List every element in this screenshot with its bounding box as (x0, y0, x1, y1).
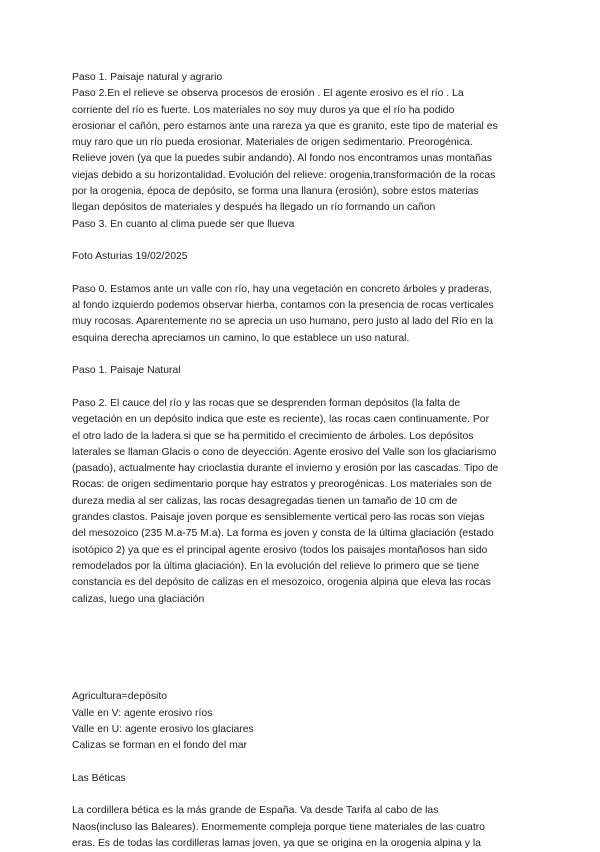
text-line: por la orogenia, época de depósito, se forma una llanura (erosión), sobre estos materias (72, 186, 479, 198)
paragraph-photo-heading (72, 249, 532, 265)
paragraph-beticas (72, 803, 532, 852)
text-line: Relieve joven (ya que la puedes subir andando). Al fondo nos encontramos unas montañas (72, 153, 492, 165)
section-heading: Foto Asturias 19/02/2025 (72, 251, 188, 263)
text-line: Paso 1. Paisaje Natural (72, 365, 181, 377)
text-line: muy rocosas. Aparentemente no se aprecia un uso humano, pero justo al lado del Río en la (72, 316, 494, 328)
text-line: muy raro que un río pueda erosionar. Materiales de origen sedimentario. Preorogénica. (72, 137, 473, 149)
text-line: Rocas: de origen sedimentario porque hay estratos y preorogénicas. Los materiales son de (72, 479, 492, 491)
text-line: corriente del río es fuerte. Los materiales no soy muy duros ya que el río ha podido (72, 104, 455, 116)
text-line: eras. Es de todas las cordilleras lamas joven, ya que se origina en la orogenia alpina y la (72, 837, 481, 849)
section-heading: Las Béticas (72, 772, 126, 784)
paragraph-beticas-heading (72, 771, 532, 787)
text-line: La cordillera bética es la más grande de España. Va desde Tarifa al cabo de las (72, 805, 439, 817)
blank-line (72, 380, 532, 396)
text-line: remodelados por la última glaciación). En la evolución del relieve lo primero que se tiene (72, 560, 480, 572)
text-line: erosionar el cañón, pero estamos ante una rareza ya que es granito, este tipo de material es (72, 120, 498, 132)
text-line: Agricultura=depósito (72, 691, 168, 703)
text-line: Paso 2.En el relieve se observa procesos de erosión . El agente erosivo es el río . La (72, 88, 464, 100)
text-line: vegetación en un depósito indica que este es reciente), las rocas caen continuamente. Por (72, 414, 490, 426)
text-line: calizas, luego una glaciación (72, 593, 205, 605)
text-line: isotópico 2) ya que es el principal agente erosivo (todos los paisajes montañosos han sido (72, 544, 488, 556)
text-line: (pasado), actualmente hay crioclastia durante el invierno y erosión por las cascadas. Tipo de (72, 463, 499, 475)
text-line: viejas debido a su horizontalidad. Evolución del relieve: orogenia,transformación de la rocas (72, 169, 496, 181)
blank-line (72, 233, 532, 249)
text-line: esquina derecha apreciamos un camino, lo que establece un uso natural. (72, 332, 410, 344)
paragraph-paso-1-natural (72, 363, 532, 379)
paragraph-notes (72, 689, 532, 754)
text-line: Naos(incluso las Baleares). Enormemente compleja porque tiene materiales de las cuatro (72, 821, 485, 833)
text-line: el otro lado de la ladera si que se ha permitido el crecimiento de árboles. Los depósitos (72, 430, 474, 442)
text-line: al fondo izquierdo podemos observar hierba, contamos con la presencia de rocas verticales (72, 300, 494, 312)
blank-line (72, 266, 532, 282)
text-line: constancia es del depósito de calizas en el mesozoico, orogenia alpina que eleva las rocas (72, 577, 491, 589)
text-line: Valle en U: agente erosivo los glaciares (72, 723, 254, 735)
text-line: del mesozoico (235 M.a-75 M.a). La forma es joven y consta de la última glaciación (estado (72, 528, 494, 540)
blank-line (72, 787, 532, 803)
paragraph-paso-0 (72, 282, 532, 347)
blank-space (72, 608, 532, 690)
text-line: Valle en V: agente erosivo ríos (72, 707, 213, 719)
paragraph-paso-1-2-3 (72, 70, 532, 233)
blank-line (72, 754, 532, 770)
blank-line (72, 347, 532, 363)
text-line: grandes clastos. Paisaje joven porque es sensiblemente vertical pero las rocas son viejas (72, 512, 485, 524)
text-line: Paso 2. El cauce del río y las rocas que se desprenden forman depósitos (la falta de (72, 397, 461, 409)
text-line: Paso 1. Paisaje natural y agrario (72, 72, 223, 83)
text-line: Calizas se forman en el fondo del mar (72, 740, 247, 752)
text-line: llegan depósitos de materiales y después ha llegado un río formando un cañon (72, 202, 436, 214)
text-line: Paso 3. En cuanto al clima puede ser que llueva (72, 218, 295, 230)
text-line: dureza media al ser calizas, las rocas desagregadas tienen un tamaño de 10 cm de (72, 495, 458, 507)
text-line: Paso 0. Estamos ante un valle con río, hay una vegetación en concreto árboles y praderas, (72, 283, 492, 295)
paragraph-paso-2 (72, 396, 532, 608)
text-line: laterales se llaman Glacis o cono de deyección. Agente erosivo del Valle son los glaciarismo (72, 446, 497, 458)
document-body (72, 70, 532, 852)
